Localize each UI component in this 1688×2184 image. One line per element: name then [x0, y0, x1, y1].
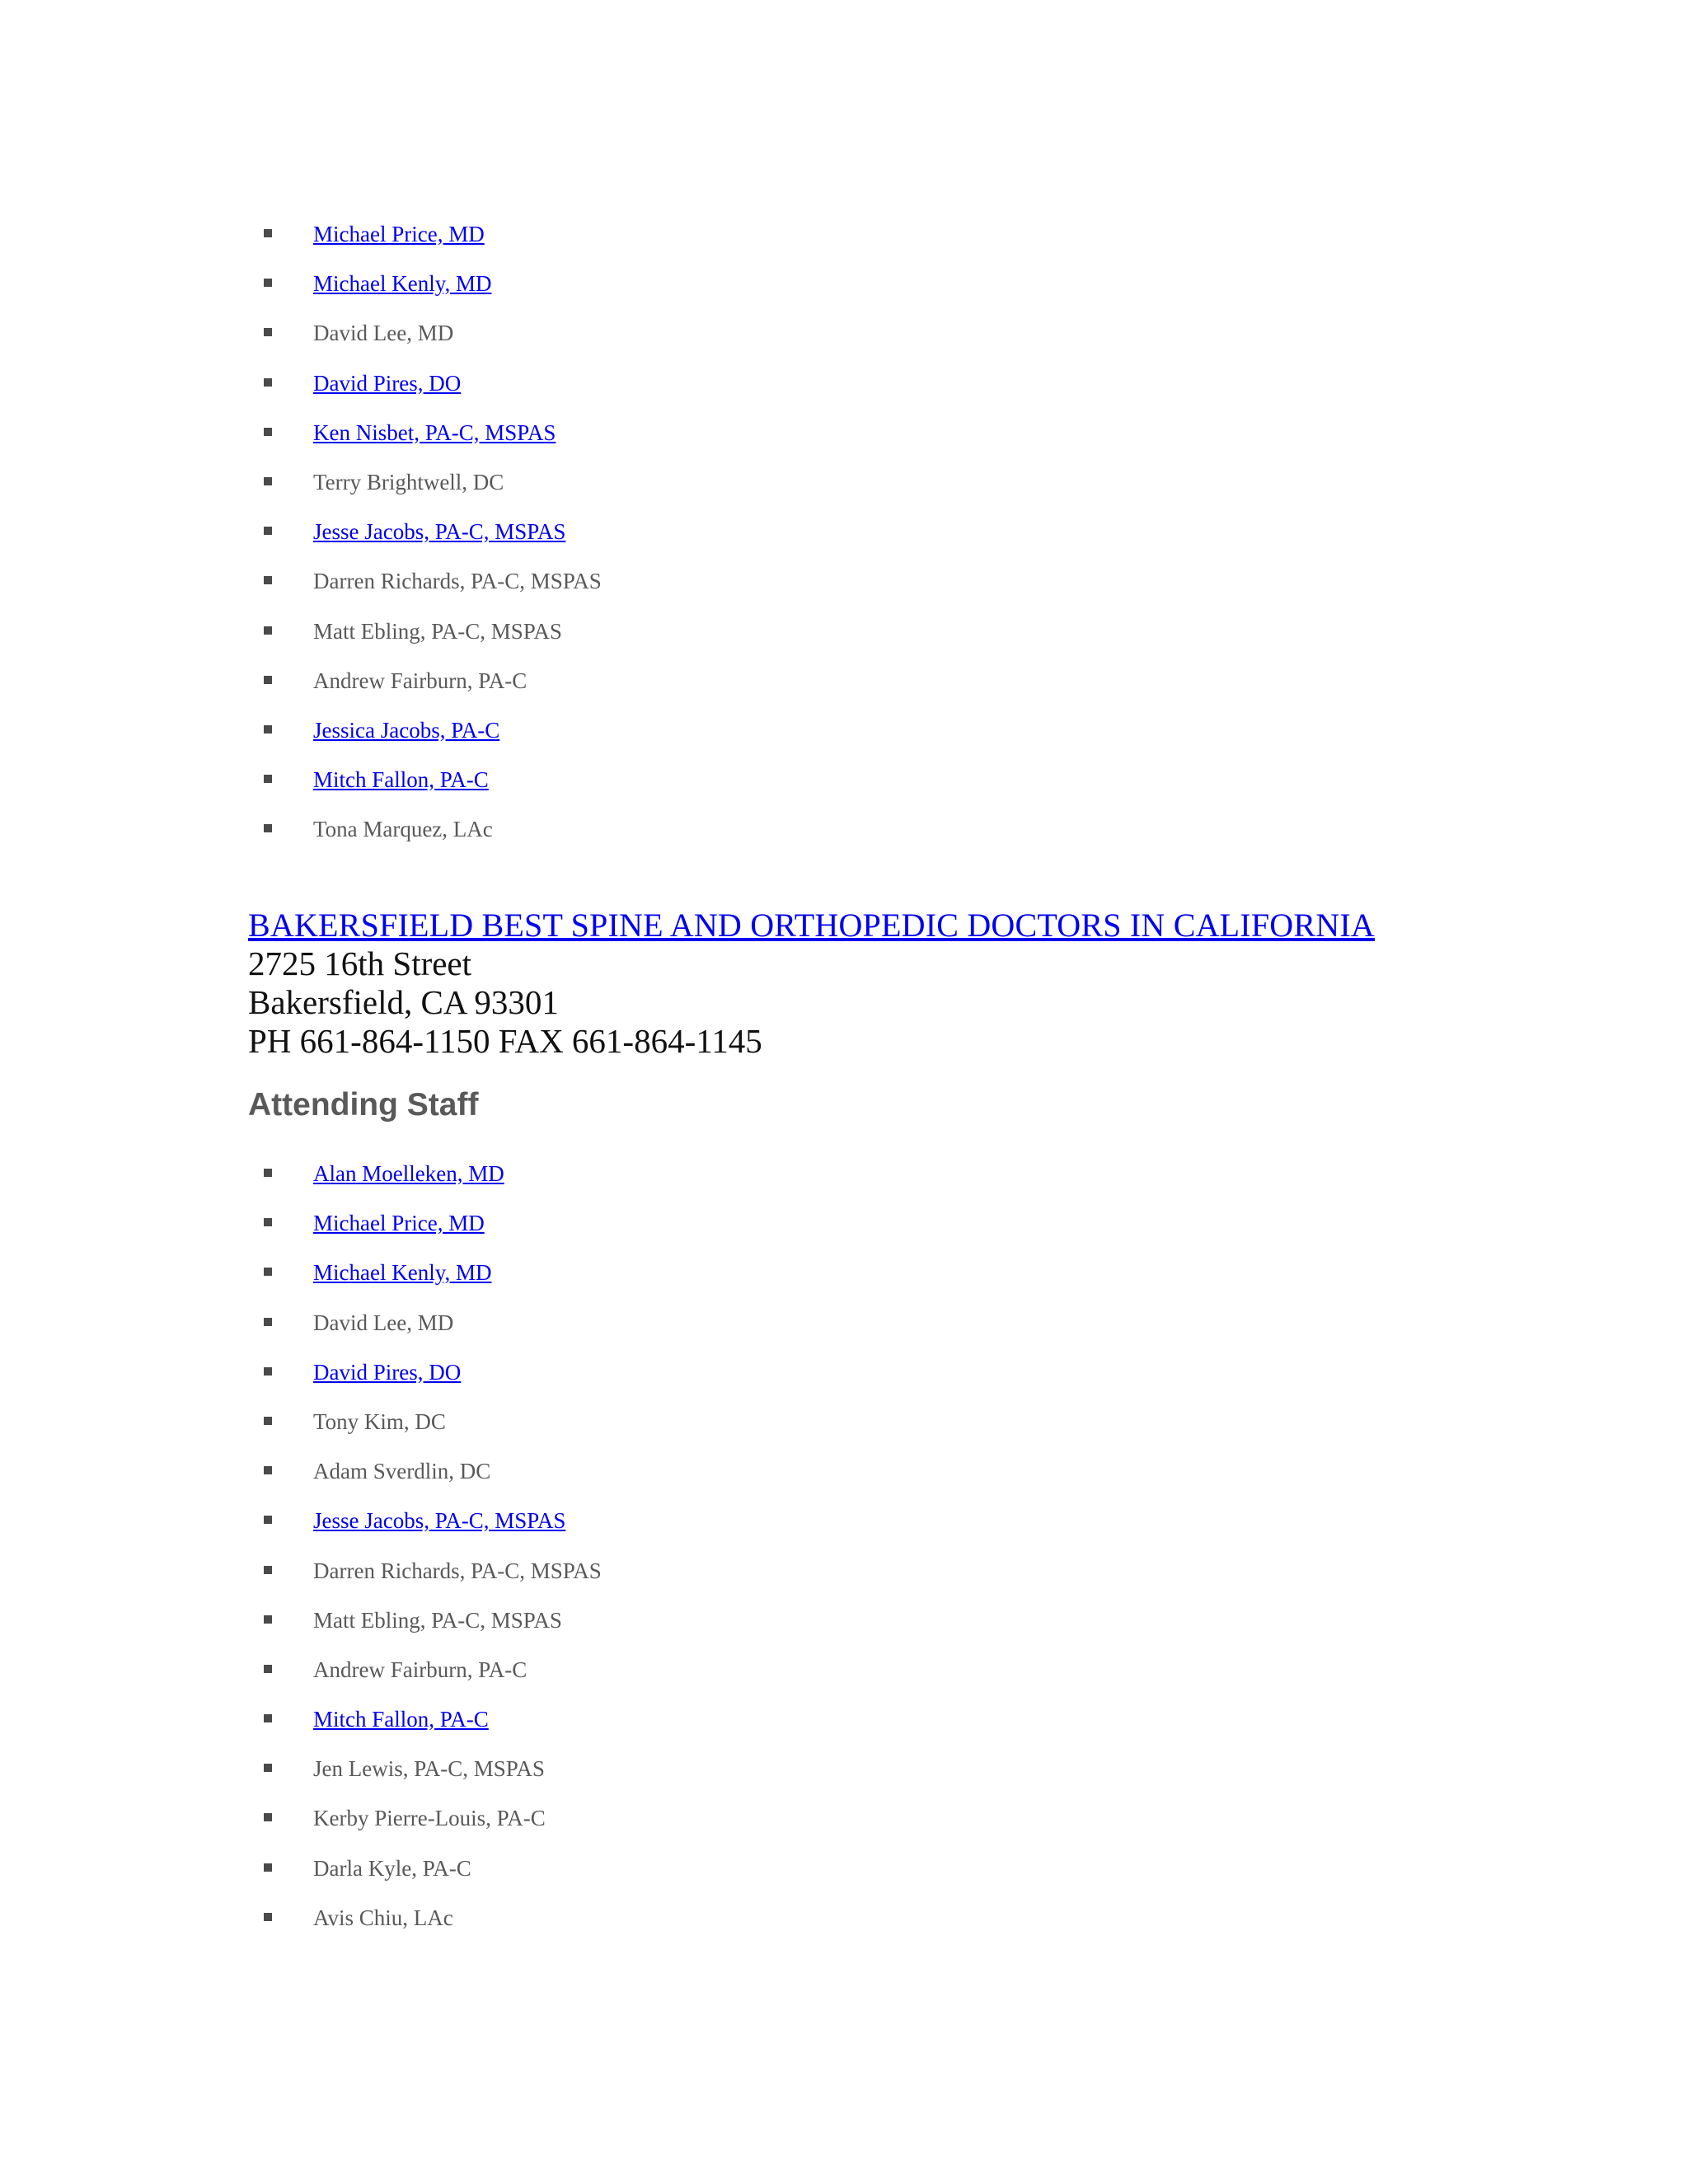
staff-name-link[interactable]: Jessica Jacobs, PA-C [313, 717, 500, 743]
square-bullet-icon [264, 576, 272, 584]
square-bullet-icon [264, 378, 272, 387]
square-bullet-icon [264, 1615, 272, 1624]
square-bullet-icon [264, 1367, 272, 1376]
square-bullet-icon [264, 1764, 272, 1772]
square-bullet-icon [264, 1714, 272, 1722]
square-bullet-icon [264, 1566, 272, 1574]
staff-name-link[interactable]: Mitch Fallon, PA-C [313, 767, 489, 793]
square-bullet-icon [264, 1417, 272, 1425]
staff-name-link[interactable]: Michael Price, MD [313, 222, 485, 246]
staff-name: Darla Kyle, PA-C [313, 1855, 471, 1881]
staff-name: Tona Marquez, LAc [313, 817, 493, 842]
staff-name-link[interactable]: Michael Kenly, MD [313, 1260, 492, 1286]
staff-name: Kerby Pierre-Louis, PA-C [313, 1806, 546, 1831]
office-title-link[interactable]: BAKERSFIELD BEST SPINE AND ORTHOPEDIC DOCTORS IN CALIFORNIA [248, 907, 1375, 944]
square-bullet-icon [264, 477, 272, 485]
square-bullet-icon [264, 824, 272, 832]
square-bullet-icon [264, 725, 272, 733]
staff-name-link[interactable]: David Pires, DO [313, 370, 462, 396]
square-bullet-icon [264, 1863, 272, 1872]
staff-name-link[interactable]: Michael Price, MD [313, 1211, 485, 1236]
square-bullet-icon [264, 1813, 272, 1821]
staff-name: Jen Lewis, PA-C, MSPAS [313, 1756, 545, 1782]
staff-name: Adam Sverdlin, DC [313, 1459, 491, 1484]
staff-name: Darren Richards, PA-C, MSPAS [313, 1558, 602, 1583]
staff-name: Andrew Fairburn, PA-C [313, 668, 528, 693]
office-phone-fax: PH 661-864-1150 FAX 661-864-1145 [248, 1022, 762, 1060]
staff-name-link[interactable]: Ken Nisbet, PA-C, MSPAS [313, 419, 556, 445]
staff-name: Avis Chiu, LAc [313, 1905, 453, 1930]
square-bullet-icon [264, 229, 272, 237]
staff-name: Andrew Fairburn, PA-C [313, 1657, 528, 1682]
square-bullet-icon [264, 1268, 272, 1276]
staff-name: Tony Kim, DC [313, 1408, 446, 1434]
staff-name: Darren Richards, PA-C, MSPAS [313, 569, 602, 594]
staff-name: Matt Ebling, PA-C, MSPAS [313, 1607, 562, 1633]
square-bullet-icon [264, 328, 272, 336]
staff-name: Matt Ebling, PA-C, MSPAS [313, 618, 562, 644]
office-city: Bakersfield, CA 93301 [248, 983, 559, 1021]
office-street: 2725 16th Street [248, 944, 472, 982]
staff-name-link[interactable]: Jesse Jacobs, PA-C, MSPAS [313, 519, 566, 545]
attending-staff-heading: Attending Staff [248, 1087, 479, 1122]
staff-name-link[interactable]: Jesse Jacobs, PA-C, MSPAS [313, 1508, 566, 1534]
square-bullet-icon [264, 428, 272, 436]
square-bullet-icon [264, 676, 272, 684]
staff-name: Terry Brightwell, DC [313, 469, 504, 494]
office-block [248, 907, 1375, 1061]
staff-name: David Lee, MD [313, 1310, 454, 1335]
square-bullet-icon [264, 1665, 272, 1673]
square-bullet-icon [264, 1169, 272, 1177]
staff-name-link[interactable]: Mitch Fallon, PA-C [313, 1707, 489, 1732]
square-bullet-icon [264, 775, 272, 783]
square-bullet-icon [264, 1516, 272, 1524]
square-bullet-icon [264, 279, 272, 287]
square-bullet-icon [264, 1466, 272, 1474]
square-bullet-icon [264, 1913, 272, 1921]
square-bullet-icon [264, 527, 272, 535]
staff-name-link[interactable]: David Pires, DO [313, 1359, 462, 1385]
square-bullet-icon [264, 1318, 272, 1326]
square-bullet-icon [264, 1218, 272, 1226]
staff-name: David Lee, MD [313, 321, 454, 346]
square-bullet-icon [264, 626, 272, 635]
staff-name-link[interactable]: Alan Moelleken, MD [313, 1161, 504, 1186]
staff-name-link[interactable]: Michael Kenly, MD [313, 271, 492, 297]
